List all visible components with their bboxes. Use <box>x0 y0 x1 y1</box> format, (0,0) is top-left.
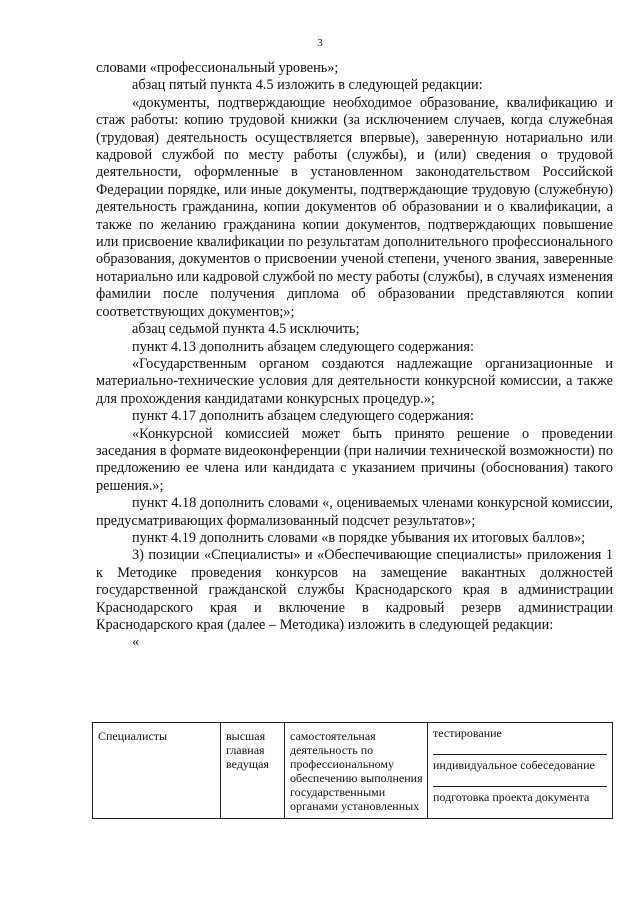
paragraph: «Конкурсной комиссией может быть принято решение о проведении заседания в формате видеоконференции (при наличии технической возможности) по предложению ее члена или кандидата с указанием причины (обоснования) такого решения.»; <box>96 425 613 494</box>
paragraph: абзац седьмой пункта 4.5 исключить; <box>132 321 360 338</box>
table-cell-groups: высшая главная ведущая <box>221 723 285 819</box>
paragraph: пункт 4.13 дополнить абзацем следующего содержания: <box>132 338 474 355</box>
document-body <box>96 60 613 652</box>
paragraph: пункт 4.18 дополнить словами «, оцениваемых членами конкурсной комиссии, предусматривающих формализованный подсчет результатов»; <box>96 495 613 529</box>
table-cell-description: самостоятельная деятельность по профессиональному обеспечению выполнения государственными органами установленных <box>285 723 428 819</box>
method-item: подготовка проекта документа <box>433 790 590 804</box>
table-cell-category: Специалисты <box>93 723 221 819</box>
method-item: тестирование <box>433 723 607 755</box>
paragraph: абзац пятый пункта 4.5 изложить в следующей редакции: <box>132 77 483 94</box>
paragraph: пункт 4.17 дополнить абзацем следующего содержания: <box>132 408 474 425</box>
paragraph: словами «профессиональный уровень»; <box>96 60 339 76</box>
paragraph: «документы, подтверждающие необходимое образование, квалификацию и стаж работы: копию трудовой книжки (за исключением случаев, когда служебная (трудовая) деятельность осуществляется впервые), заверенную нотариально или кадровой службой по месту работы (службы), и (или) сведения о трудовой деятельности, оформленные в установленном законодательством Российской Федерации порядке, или иные документы, подтверждающие трудовую (служебную) деятельность гражданина, копии документов об образовании и о квалификации, а также по желанию гражданина копии документов, подтверждающих повышение или присвоение квалификации по результатам дополнительного профессионального образования, документов о присвоении ученой степени, ученого звания, заверенные нотариально или кадровой службой по месту работы (службы), в случаях изменения фамилии после получения диплома об образовании представляются копии соответствующих документов;»; <box>96 94 613 320</box>
table-cell-methods <box>428 723 613 819</box>
positions-table <box>92 722 613 819</box>
method-item: индивидуальное собеседование <box>433 755 607 787</box>
paragraph: 3) позиции «Специалисты» и «Обеспечивающие специалисты» приложения 1 к Методике проведения конкурсов на замещение вакантных должностей государственной гражданской службы Краснодарского края в администрации Краснодарского края и включение в кадровый резерв администрации Краснодарского края (далее – Методика) изложить в следующей редакции: <box>96 547 613 633</box>
table-row <box>93 723 613 819</box>
paragraph: «Государственным органом создаются надлежащие организационные и материально-технические условия для деятельности конкурсной комиссии, а также для прохождения кандидатами конкурсных процедур.»; <box>96 355 613 407</box>
paragraph: пункт 4.19 дополнить словами «в порядке убывания их итоговых баллов»; <box>132 529 586 546</box>
page-number: 3 <box>317 37 323 49</box>
paragraph: « <box>132 634 140 651</box>
